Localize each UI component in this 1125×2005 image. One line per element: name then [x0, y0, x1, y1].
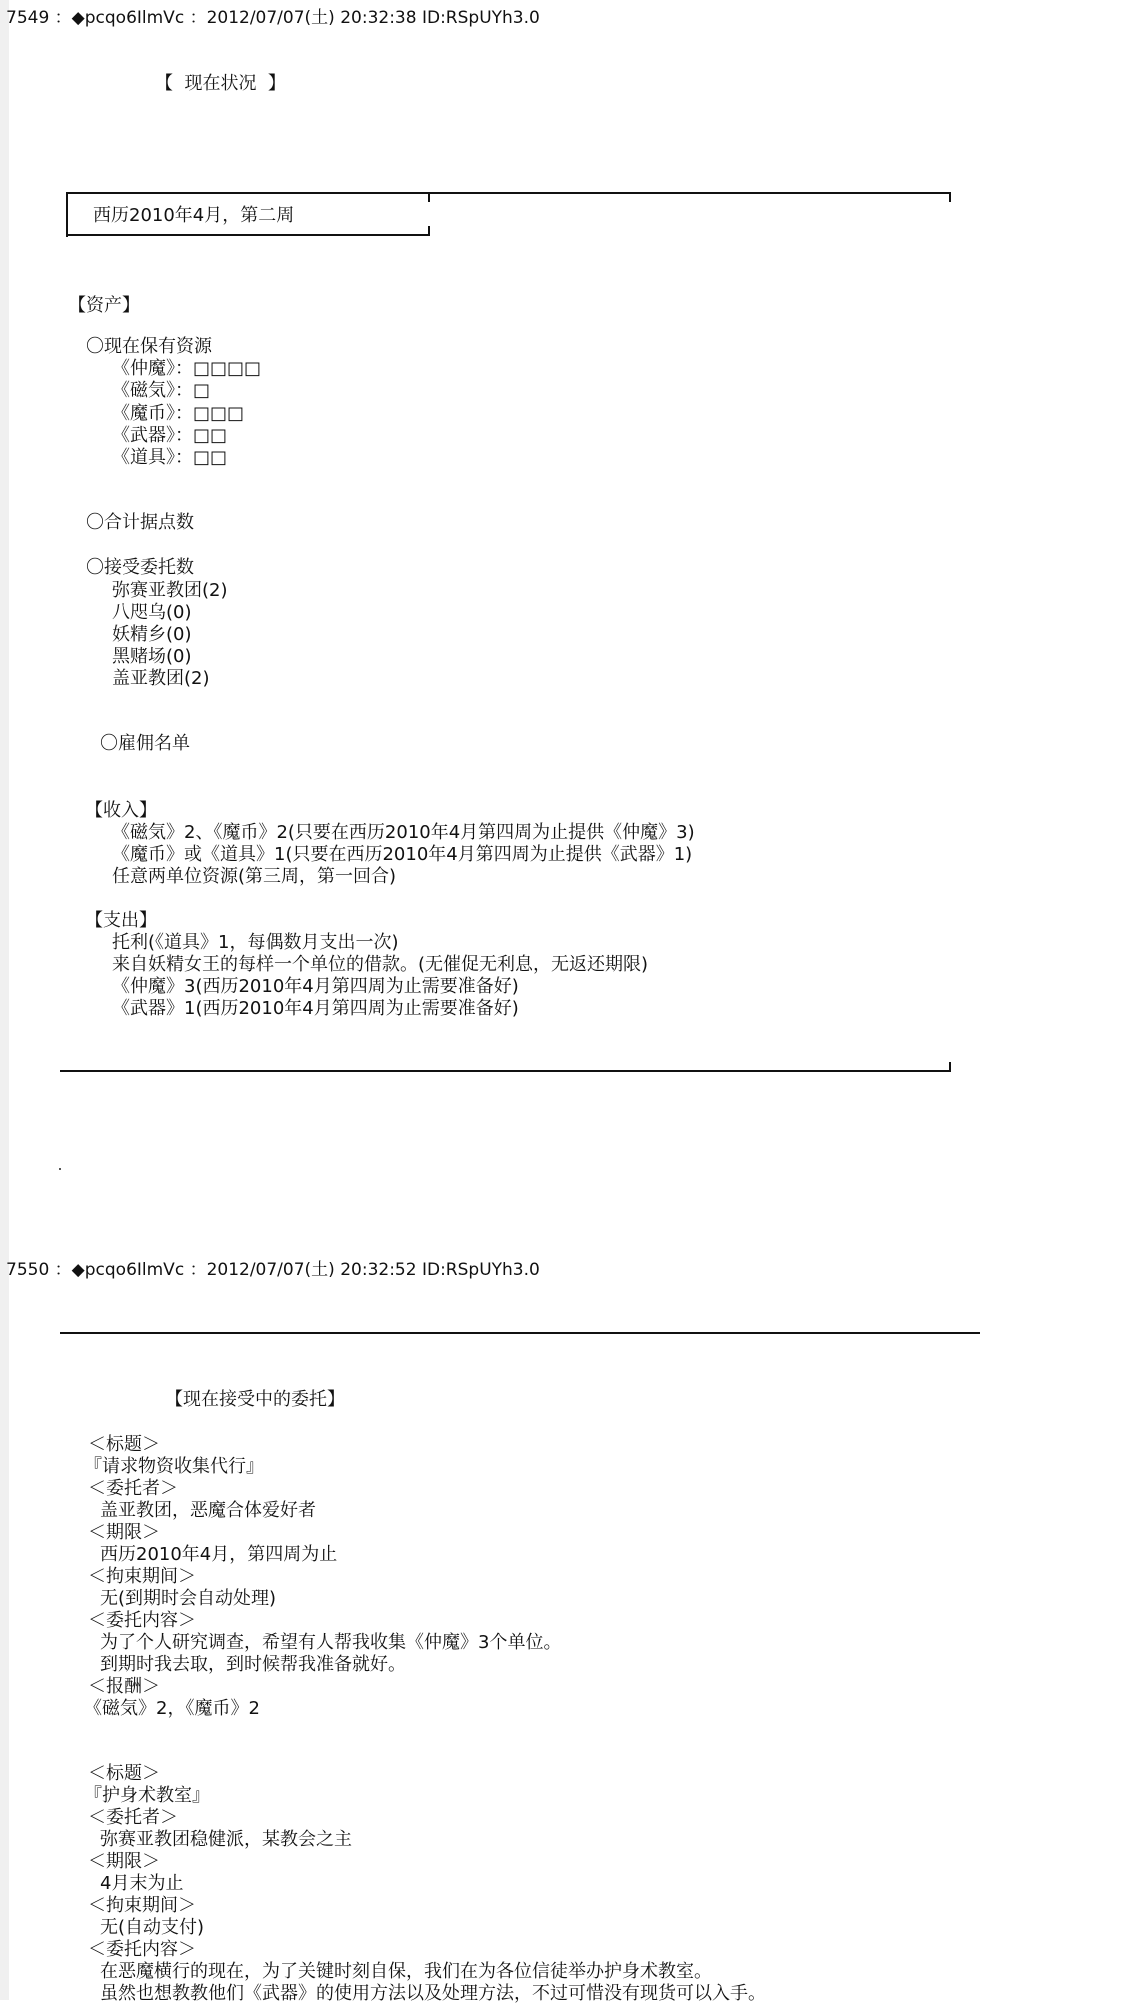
commission-item: 黑赌场(0) — [112, 646, 192, 667]
date-box-text: 西历2010年4月，第二周 — [93, 205, 295, 226]
commission-item: 妖精乡(0) — [112, 624, 192, 645]
expense-heading: 【支出】 — [85, 910, 157, 931]
commission-item: 八咫乌(0) — [112, 602, 192, 623]
frame-right-tick — [949, 192, 951, 202]
resource-item: 《道具》：□□ — [112, 447, 228, 468]
field-value: 弥赛亚教团稳健派，某教会之主 — [100, 1829, 352, 1850]
field-label: ＜委托者＞ — [88, 1807, 178, 1828]
status-title: 【 现在状况 】 — [155, 73, 286, 94]
field-label: ＜期限＞ — [88, 1522, 160, 1543]
resource-item: 《磁気》：□ — [112, 380, 211, 401]
field-label: ＜标题＞ — [88, 1763, 160, 1784]
expense-item: 托利(《道具》1，每偶数月支出一次) — [112, 932, 399, 953]
frame-bottom-right-tick — [949, 1062, 951, 1072]
income-heading: 【收入】 — [85, 800, 157, 821]
frame-mid-tick — [428, 192, 430, 202]
employees-heading: 〇雇佣名单 — [100, 733, 190, 754]
expense-item: 《武器》1(西历2010年4月第四周为止需要准备好) — [112, 998, 519, 1019]
expense-item: 《仲魔》3(西历2010年4月第四周为止需要准备好) — [112, 976, 519, 997]
field-label: ＜拘束期间＞ — [88, 1895, 196, 1916]
resources-heading: 〇现在保有资源 — [86, 336, 212, 357]
field-value: 西历2010年4月，第四周为止 — [100, 1544, 338, 1565]
field-label: ＜标题＞ — [88, 1434, 160, 1455]
field-value: 无(自动支付) — [100, 1917, 205, 1938]
income-item: 任意两单位资源(第三周，第一回合) — [112, 866, 397, 887]
field-value: 《磁気》2，《魔币》2 — [84, 1698, 260, 1719]
field-label: ＜委托内容＞ — [88, 1939, 196, 1960]
date-box-bottom-line — [66, 234, 430, 236]
field-value: 为了个人研究调查，希望有人帮我收集《仲魔》3个单位。 — [100, 1632, 562, 1653]
commissions-title: 【现在接受中的委托】 — [165, 1389, 345, 1410]
expense-item: 来自妖精女王的每样一个单位的借款。(无催促无利息，无返还期限) — [112, 954, 649, 975]
assets-heading: 【资产】 — [68, 295, 140, 316]
resource-item: 《魔币》：□□□ — [112, 403, 245, 424]
left-margin-strip — [0, 0, 9, 2000]
field-label: ＜委托者＞ — [88, 1478, 178, 1499]
commissions-heading: 〇接受委托数 — [86, 557, 194, 578]
resource-item: 《武器》：□□ — [112, 425, 228, 446]
income-item: 《磁気》2、《魔币》2(只要在西历2010年4月第四周为止提供《仲魔》3) — [112, 822, 695, 843]
commission-name: 『护身术教室』 — [84, 1785, 210, 1806]
stray-dot — [59, 1168, 61, 1170]
field-label: ＜报酬＞ — [88, 1676, 160, 1697]
field-label: ＜委托内容＞ — [88, 1610, 196, 1631]
post-header: 7550 ：◆pcqo6IlmVc ：2012/07/07(土) 20:32:52 ID:RSpUYh3.0 — [6, 1260, 540, 1280]
section-top-line — [60, 1332, 980, 1334]
field-value: 无(到期时会自动处理) — [100, 1588, 277, 1609]
field-value: 在恶魔横行的现在，为了关键时刻自保，我们在为各位信徒举办护身术教室。 — [100, 1961, 712, 1982]
bases-heading: 〇合计据点数 — [86, 512, 194, 533]
field-label: ＜期限＞ — [88, 1851, 160, 1872]
frame-left-edge — [66, 192, 68, 237]
field-value: 4月末为止 — [100, 1873, 184, 1894]
frame-bottom-line — [60, 1070, 951, 1072]
field-value: 盖亚教团，恶魔合体爱好者 — [100, 1500, 316, 1521]
field-value: 虽然也想教教他们《武器》的使用方法以及处理方法，不过可惜没有现货可以入手。 — [100, 1983, 766, 2004]
commission-item: 弥赛亚教团(2) — [112, 580, 228, 601]
field-value: 到期时我去取，到时候帮我准备就好。 — [100, 1654, 406, 1675]
date-box-right-tick — [428, 226, 430, 236]
commission-name: 『请求物资收集代行』 — [84, 1456, 264, 1477]
field-label: ＜拘束期间＞ — [88, 1566, 196, 1587]
post-header: 7549 ：◆pcqo6IlmVc ：2012/07/07(土) 20:32:38 ID:RSpUYh3.0 — [6, 8, 540, 28]
resource-item: 《仲魔》：□□□□ — [112, 358, 262, 379]
frame-top-line — [66, 192, 951, 194]
income-item: 《魔币》或《道具》1(只要在西历2010年4月第四周为止提供《武器》1) — [112, 844, 693, 865]
commission-item: 盖亚教团(2) — [112, 668, 210, 689]
